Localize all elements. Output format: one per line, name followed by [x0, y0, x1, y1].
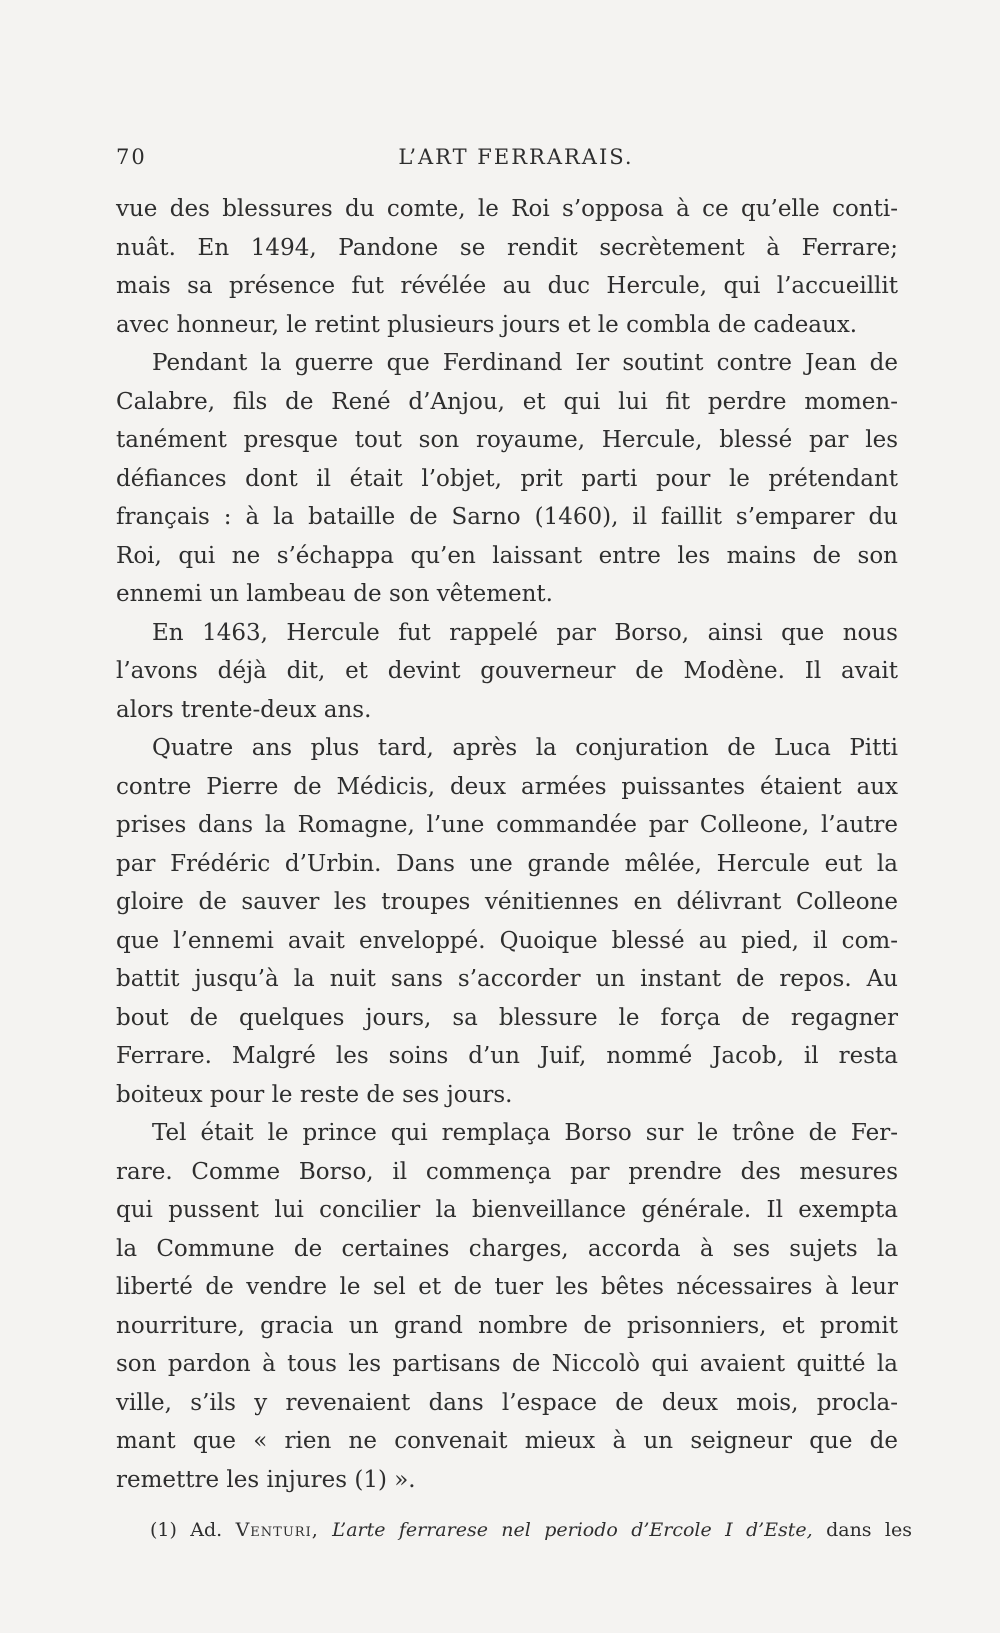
text-line: français : à la bataille de Sarno (1460), il faillit s’emparer du	[116, 504, 898, 530]
text-line: Roi, qui ne s’échappa qu’en laissant entre les mains de son	[116, 542, 898, 569]
page-header	[116, 145, 896, 175]
footnote-title: L’arte ferrarese nel periodo d’Ercole I d’Este,	[318, 1519, 813, 1541]
text-line: ennemi un lambeau de son vêtement.	[116, 581, 553, 607]
text-line: avec honneur, le retint plusieurs jours et le combla de cadeaux.	[116, 311, 858, 338]
text-line: remettre les injures (1) ».	[116, 1466, 416, 1493]
text-line: nourriture, gracia un grand nombre de prisonniers, et promit	[116, 1312, 898, 1339]
text-line: rare. Comme Borso, il commença par prendre des mesures	[116, 1158, 898, 1185]
text-line: Pendant la guerre que Ferdinand Ier soutint contre Jean de	[152, 350, 898, 376]
page-number: 70	[116, 145, 147, 169]
text-line: la Commune de certaines charges, accorda à ses sujets la	[116, 1235, 898, 1262]
text-line: liberté de vendre le sel et de tuer les bêtes nécessaires à leur	[116, 1274, 898, 1300]
text-line: boiteux pour le reste de ses jours.	[116, 1081, 513, 1108]
text-line: bout de quelques jours, sa blessure le força de regagner	[116, 1004, 898, 1031]
body-text	[116, 190, 898, 1499]
footnote-mark: (1) Ad.	[150, 1519, 236, 1541]
text-line: contre Pierre de Médicis, deux armées puissantes étaient aux	[116, 773, 898, 800]
text-line: par Frédéric d’Urbin. Dans une grande mêlée, Hercule eut la	[116, 850, 898, 877]
text-line: Calabre, fils de René d’Anjou, et qui lui fit perdre momen-	[116, 388, 898, 415]
text-line: son pardon à tous les partisans de Niccolò qui avaient quitté la	[116, 1351, 898, 1377]
text-line: Quatre ans plus tard, après la conjuration de Luca Pitti	[152, 735, 898, 761]
text-line: mais sa présence fut révélée au duc Hercule, qui l’accueillit	[116, 273, 898, 299]
text-line: En 1463, Hercule fut rappelé par Borso, ainsi que nous	[152, 619, 898, 646]
text-line: défiances dont il était l’objet, prit parti pour le prétendant	[116, 465, 898, 492]
footnote	[150, 1519, 912, 1541]
running-title: L’ART FERRARAIS.	[398, 145, 634, 169]
text-line: que l’ennemi avait enveloppé. Quoique blessé au pied, il com-	[116, 927, 898, 954]
text-line: mant que « rien ne convenait mieux à un seigneur que de	[116, 1428, 898, 1454]
text-line: qui pussent lui concilier la bienveillance générale. Il exempta	[116, 1197, 898, 1223]
text-line: ville, s’ils y revenaient dans l’espace de deux mois, procla-	[116, 1389, 898, 1416]
text-line: alors trente-deux ans.	[116, 696, 372, 723]
text-line: Ferrare. Malgré les soins d’un Juif, nommé Jacob, il resta	[116, 1043, 898, 1069]
text-line: l’avons déjà dit, et devint gouverneur de Modène. Il avait	[116, 658, 898, 684]
text-line: vue des blessures du comte, le Roi s’opposa à ce qu’elle conti-	[116, 196, 898, 222]
footnote-rest: dans les	[812, 1519, 912, 1541]
footnote-author: Venturi,	[235, 1519, 319, 1541]
text-line: gloire de sauver les troupes vénitiennes en délivrant Colleone	[116, 889, 898, 915]
text-line: prises dans la Romagne, l’une commandée par Colleone, l’autre	[116, 812, 898, 838]
text-line: nuât. En 1494, Pandone se rendit secrètement à Ferrare;	[116, 234, 898, 261]
text-line: battit jusqu’à la nuit sans s’accorder un instant de repos. Au	[116, 966, 898, 992]
text-line: tanément presque tout son royaume, Hercule, blessé par les	[116, 427, 898, 453]
text-line: Tel était le prince qui remplaça Borso sur le trône de Fer-	[152, 1120, 898, 1146]
